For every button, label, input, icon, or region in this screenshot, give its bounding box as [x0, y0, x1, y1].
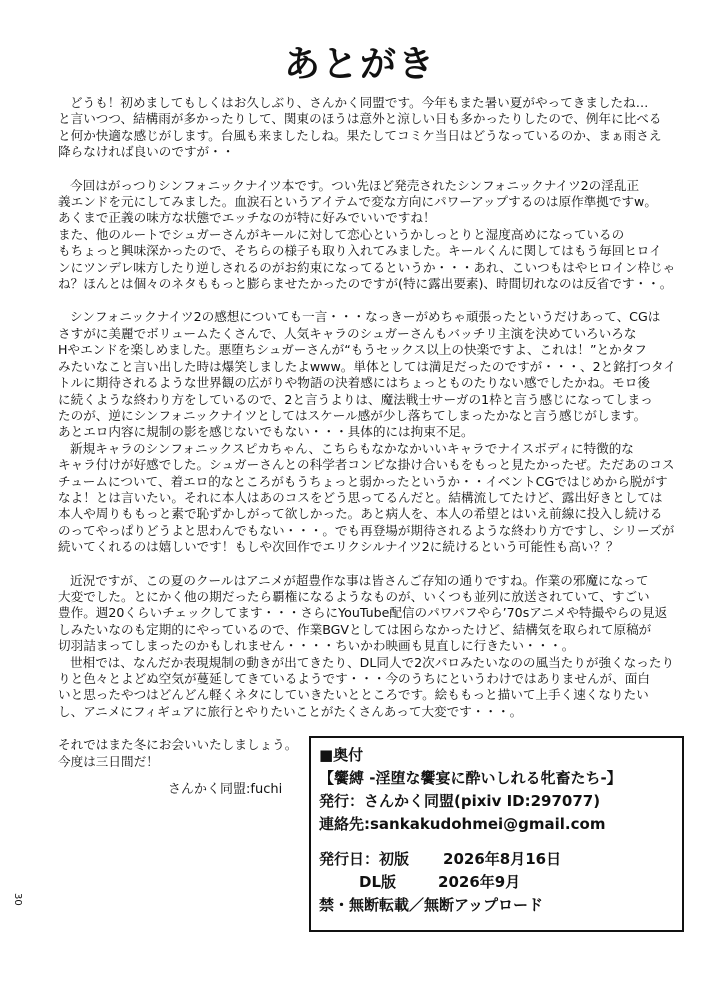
date-label: 発行日：: [319, 850, 380, 868]
colophon-print-date: [319, 848, 674, 871]
text-line: それではまた冬にお会いいたしましょう。: [58, 737, 298, 753]
text-line: 大変でした。とにかく他の期だったら覇権になるようなものが、いくつも並列に放送されていて、すごい: [58, 588, 650, 604]
text-line: 新規キャラのシンフォニックスピカちゃん、こちらもなかなかいいキャラでナイスボディに特徴的な: [70, 440, 634, 456]
text-line: シンフォニックナイツ2の感想についても一言・・・なっきーがめちゃ頑張ったというだけあって、CGは: [70, 309, 661, 325]
text-line: 豊作。週20くらいチェックしてます・・・さらにYouTube配信のパワパフやら’70sアニメや特撮やらの見返: [58, 605, 668, 621]
page-title: あとがき: [283, 44, 436, 85]
print-edition: 初版: [379, 850, 410, 868]
colophon-book-title: 【饗縛 -淫堕な饗宴に酔いしれる牝畜たち-】: [319, 769, 622, 787]
colophon-dl-date: [319, 871, 674, 894]
text-line: もちょっと興味深かったので、そちらの様子も取り入れてみました。キールくんに関してはもう毎回ヒロイ: [58, 243, 662, 259]
paragraph-greeting: [58, 95, 680, 161]
colophon-box: [309, 736, 684, 932]
text-line: いと思ったやつはどんどん軽くネタにしていきたいとところです。絵ももっと描いて上手く速くなりたい: [58, 687, 649, 703]
text-line: どうも！初めましてもしくはお久しぶり、さんかく同盟です。今年もまた暑い夏がやってきましたね…: [70, 95, 649, 110]
colophon-heading: ■奥付: [319, 746, 364, 764]
text-line: 今度は三日間だ！: [58, 753, 159, 769]
page-number: 30: [12, 893, 23, 906]
text-line: トルに期待されるような世界観の広がりや物語の決着感にはちょっとものたりない感でしたかね。モロ後: [58, 375, 650, 391]
colophon-contact: [319, 813, 674, 836]
publisher-label: 発行：: [319, 792, 365, 810]
print-date: 2026年8月16日: [443, 850, 562, 868]
text-line: 本人や周りももっと素で恥ずかしがって欲しかった。あと病人を、本人の希望とはいえ前線に投入し続ける: [58, 506, 663, 522]
text-line: 近況ですが、この夏のクールはアニメが超豊作な事は皆さんご存知の通りですね。作業の邪魔になって: [70, 572, 649, 588]
text-line: 今回はがっつりシンフォニックナイツ本です。つい先ほど発売されたシンフォニックナイツ2の淫乱正: [70, 177, 640, 193]
paragraph-game-review: [58, 309, 680, 555]
text-line: なよ！とは言いたい。それに本人はあのコスをどう思ってるんだと。結構流してたけど、露出好きとしては: [58, 489, 663, 505]
text-line: 続いてくれるのは嬉しいです！もしや次回作でエリクシルナイツ2に続けるという可能性も高い？？: [58, 539, 619, 555]
text-line: と言いつつ、結構雨が多かったりして、関東のほうは意外と涼しい日も多かったりしたので、例年に比べる: [58, 111, 662, 127]
text-line: あくまで正義の味方な状態でエッチなのが特に好みでいいですね！: [58, 210, 436, 226]
text-line: 世相では、なんだか表現規制の動きが出てきたり、DL同人で2次パロみたいなのの風当たりが強くなったり: [70, 654, 675, 670]
dl-date: 2026年9月: [438, 873, 521, 891]
text-line: と何か快適な感じがします。台風も来ましたしね。果たしてコミケ当日はどうなっているのか、まぁ雨さえ: [58, 127, 662, 143]
paragraph-recent-news: [58, 573, 680, 721]
colophon-notice: 禁・無断転載／無断アップロード: [319, 896, 543, 914]
text-line: し、アニメにフィギュアに旅行とやりたいことがたくさんあって大変です・・・。: [58, 703, 523, 719]
text-line: しみたいなのも定期的にやっているので、作業BGVとしては困らなかったけど、結構気を取られて原稿が: [58, 621, 652, 637]
text-line: チュームについて、着エロ的なところがもうちょっと弱かったというか・・イベントCGではじめから脱がす: [58, 473, 668, 489]
text-line: ね？ほんとは個々のネタももっと膨らませたかったのですが(特に露出要素)、時間切れなのは反省です・・。: [58, 276, 673, 292]
text-line: あとエロ内容に規制の影を感じないでもない・・・具体的には拘束不足。: [58, 424, 474, 440]
text-line: ンにツンデレ味方したり逆しされるのがお約束になってるというか・・・あれ、こいつもはやヒロイン枠じゃ: [58, 259, 676, 275]
text-line: Hやエンドを楽しめました。悪堕ちシュガーさんが“もうセックス以上の快楽ですよ、これは！”とかタフ: [58, 342, 647, 358]
paragraph-book-notes: [58, 178, 680, 293]
colophon-publisher: [319, 790, 674, 813]
text-line: 降らなければ良いのですが・・: [58, 144, 235, 160]
text-line: たのが、逆にシンフォニックナイツとしてはスケール感が少し落ちてしまったかなと言う感じがします。: [58, 407, 647, 423]
afterword-body: [58, 95, 680, 787]
author-signature: さんかく同盟:fuchi: [168, 782, 283, 797]
text-line: さすがに美麗でボリュームたくさんで、人気キャラのシュガーさんもバッチリ主演を決めていろいろな: [58, 325, 637, 341]
text-line: また、他のルートでシュガーさんがキールに対して恋心というかしっとりと湿度高めになっているの: [58, 226, 625, 242]
text-line: 義エンドを元にしてみました。血涙石というアイテムで変な方向にパワーアップするのは原作準拠ですw。: [58, 194, 657, 210]
text-line: に続くような終わり方をしているので、2と言うよりは、魔法戦士サーガの1枠と言う感じになってしまっ: [58, 391, 653, 407]
text-line: 切羽詰まってしまったのかもしれません・・・・ちいかわ映画も見直しに行きたい・・・。: [58, 638, 575, 654]
publisher-value: さんかく同盟(pixiv ID:297077): [364, 792, 601, 810]
text-line: のってやっぱりどうよと思わんでもない・・・。でも再登場が期待されるような終わり方ですし、シリーズが: [58, 522, 675, 538]
contact-label: 連絡先:: [319, 815, 370, 833]
dl-edition: DL版: [359, 873, 397, 891]
text-line: みたいなこと言い出した時は爆笑しましたよwww。単体としては満足だったのですが・・・、2と銘打つタイ: [58, 358, 676, 374]
contact-email: sankakudohmei@gmail.com: [370, 815, 606, 833]
text-line: キャラ付けが好感でした。シュガーさんとの科学者コンビな掛け合いもをもっと見たかったぜ。ただあのコス: [58, 457, 675, 473]
text-line: りと色々とよどぬ空気が蔓延してきているようです・・・今のうちにというわけではありませんが、面白: [58, 671, 650, 686]
